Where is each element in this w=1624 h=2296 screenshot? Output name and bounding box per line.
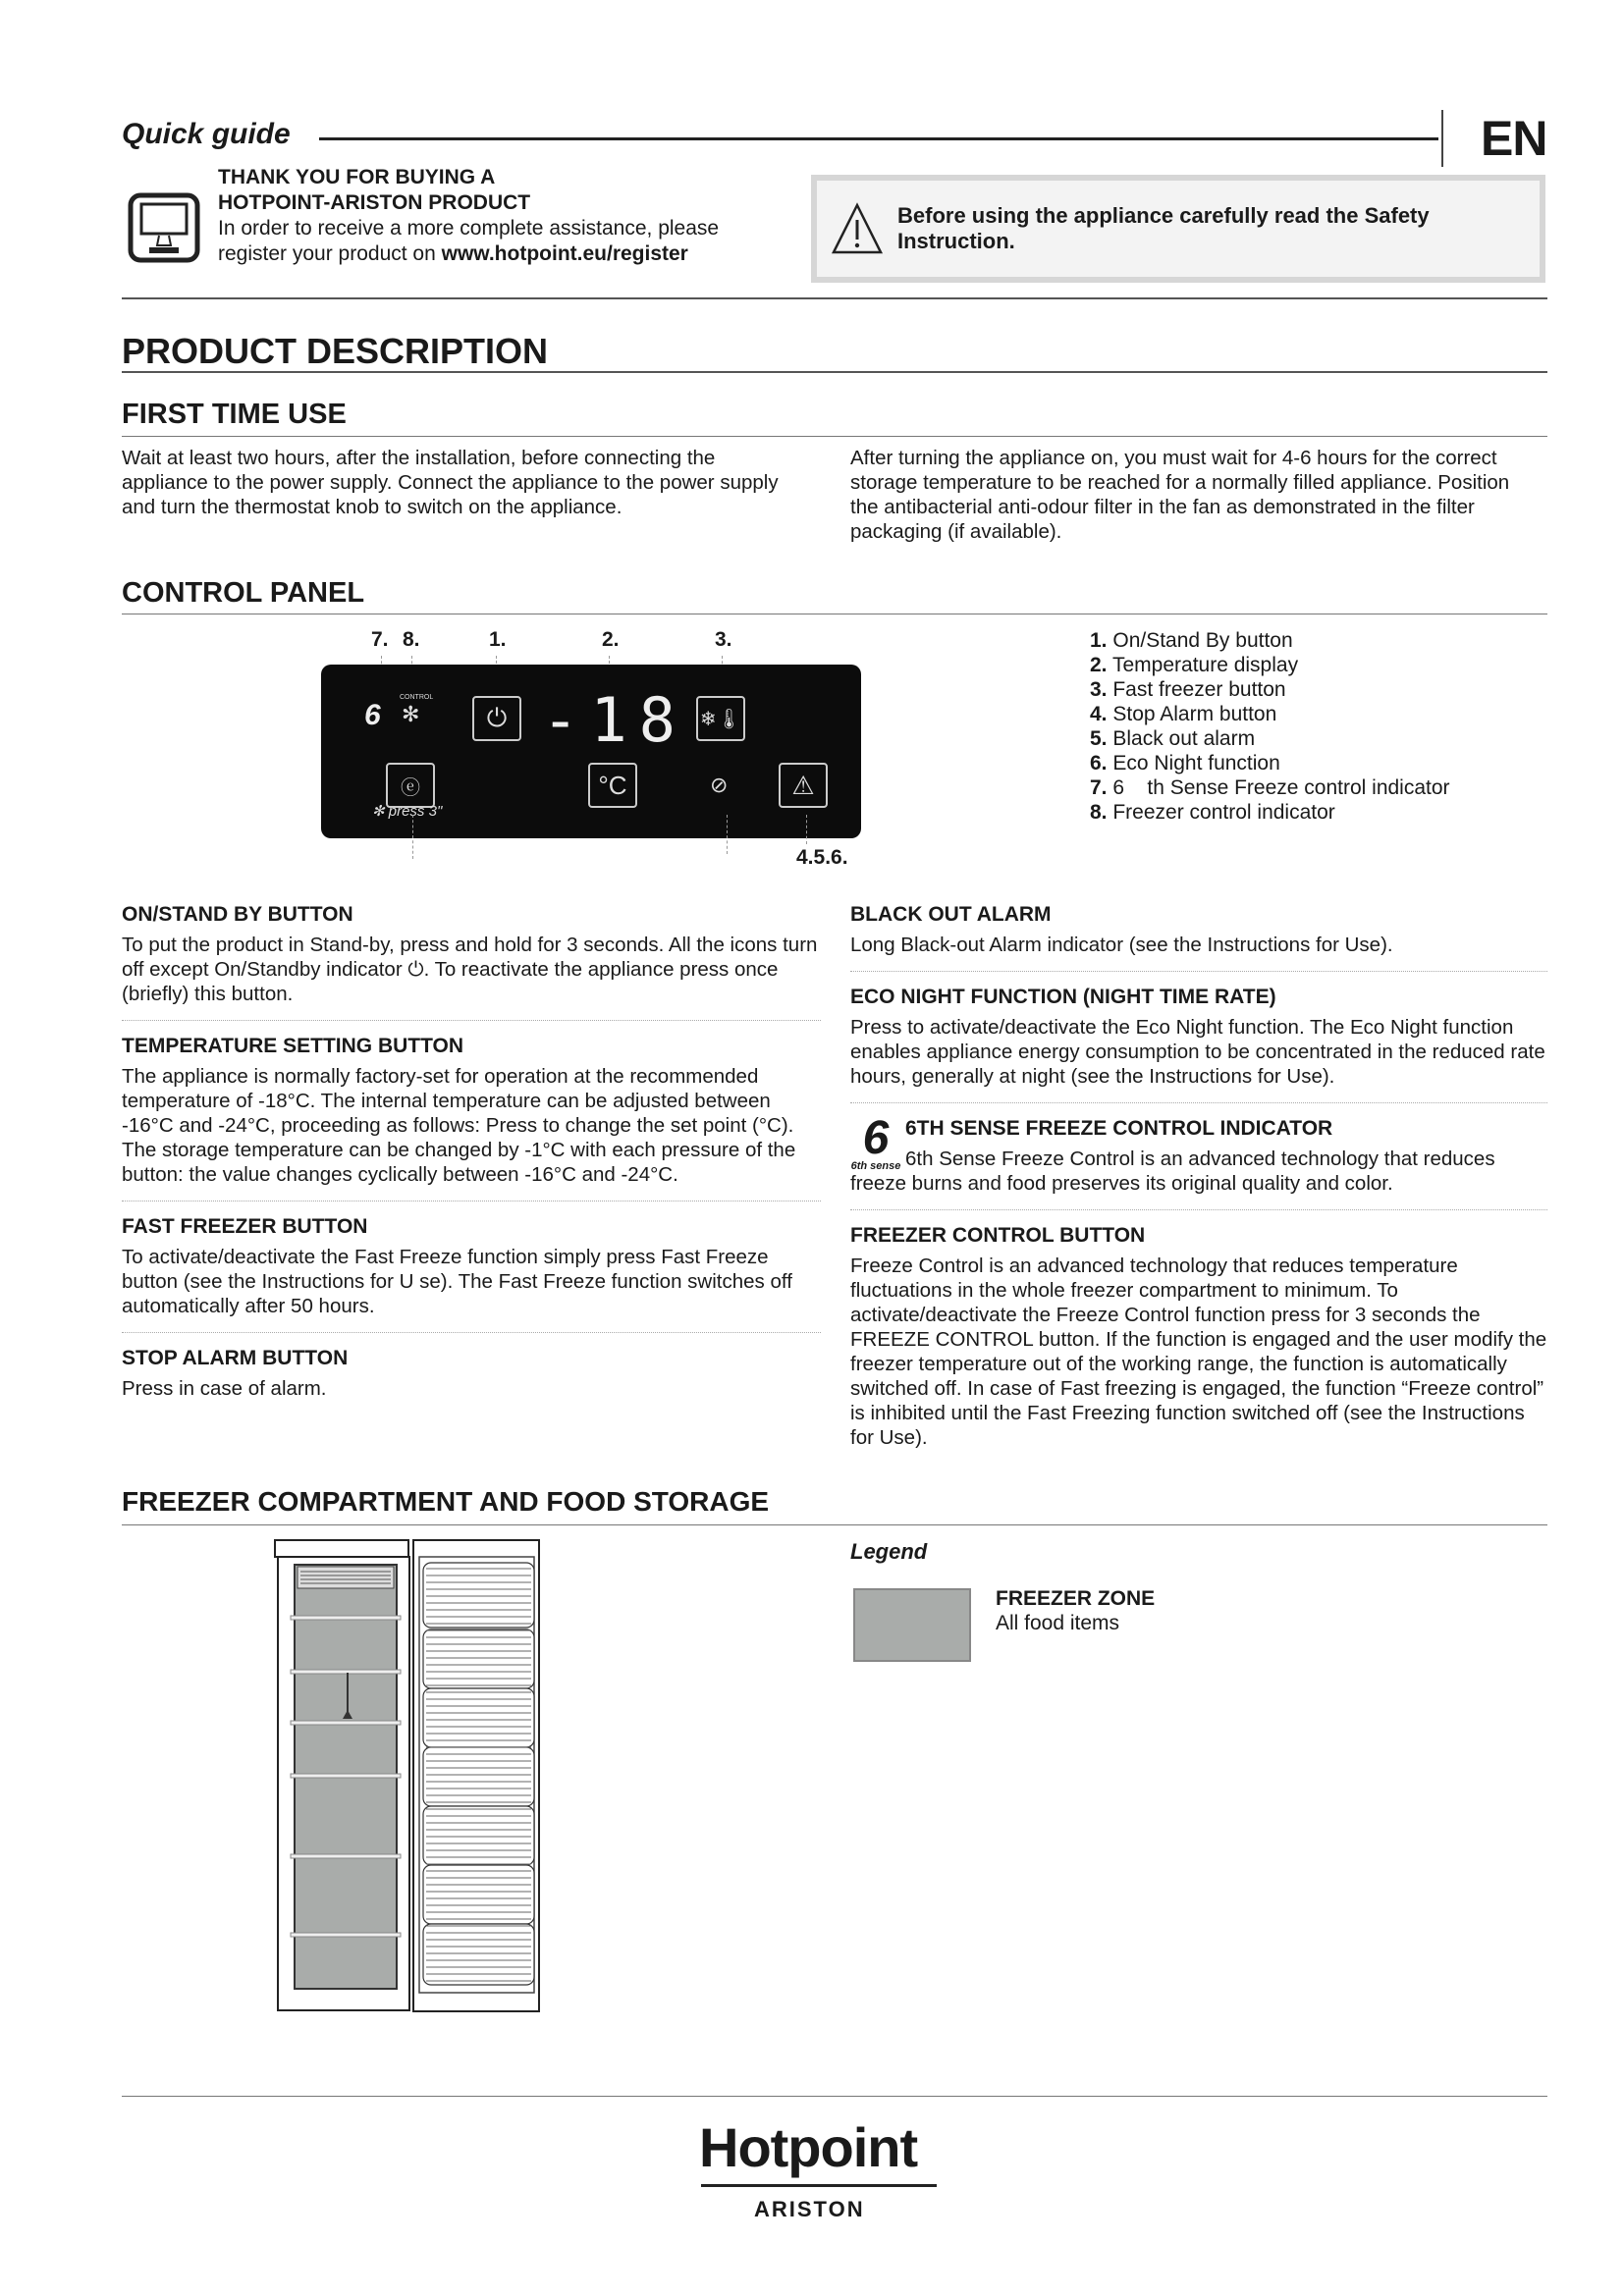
divider <box>122 371 1547 373</box>
temperature-display: -18 <box>542 684 687 756</box>
callout-8: 8. <box>403 628 420 651</box>
freezer-control-indicator: ✻ <box>402 702 420 726</box>
freezer-zone-legend <box>996 1586 1155 1635</box>
logo-rule <box>701 2184 937 2187</box>
divider <box>122 297 1547 299</box>
legend-item: 1. On/Stand By button <box>1090 629 1293 652</box>
header-rule <box>319 137 1438 140</box>
eco-icon: ⓔ <box>401 776 420 799</box>
celsius-label: °C <box>598 770 627 800</box>
control-panel-heading: CONTROL PANEL <box>122 577 365 609</box>
sixth-sense-logo-text: 6th sense <box>850 1160 901 1172</box>
section-body: Freeze Control is an advanced technology that reduces temperature fluctuations in the whole freezer compartment to minimum. To activate/deactivate the Freeze Control function press for 3 seconds the FREEZE CONTROL button. If the function is engaged and the user modify the freezer temperature out of the working range, the function is automatically switched off. In case of Fast freezing is engaged, the function “Freeze control” is inhibited until the Fast Freezing function switched off (see the Instructions for Use). <box>850 1255 1547 1449</box>
thank-you-block <box>218 165 748 267</box>
section-body: To put the product in Stand-by, press and hold for 3 seconds. All the icons turn off except On/Standby indicator ⏻. To reactivate the appliance press once (briefly) this button. <box>122 934 818 1005</box>
legend-item: 8. Freezer control indicator <box>1090 801 1335 824</box>
sixth-sense-logo: 6 6th sense <box>850 1112 901 1172</box>
thanks-body: In order to receive a more complete assistance, please register your product on <box>218 217 720 265</box>
safety-text: Before using the appliance carefully read the Safety Instruction. <box>897 203 1430 253</box>
section-blackout-alarm <box>850 903 1547 972</box>
right-sections <box>850 903 1547 1477</box>
section-body: Long Black-out Alarm indicator (see the Instructions for Use). <box>850 934 1393 956</box>
section-on-standby <box>122 903 821 1021</box>
section-title: TEMPERATURE SETTING BUTTON <box>122 1035 464 1057</box>
safety-notice <box>811 175 1545 283</box>
section-body: 6th Sense Freeze Control is an advanced technology that reduces freeze burns and food preserves its original quality and color. <box>850 1148 1495 1195</box>
left-sections <box>122 903 821 1428</box>
leader-line <box>727 815 728 854</box>
callout-3: 3. <box>715 628 732 651</box>
first-time-use-right: After turning the appliance on, you must wait for 4-6 hours for the correct storage temperature to be reached for a normally filled appliance. Position the antibacterial anti-odour filter in the fan as demonstrated in the filter packaging (if available). <box>850 447 1510 543</box>
leader-line <box>806 815 807 844</box>
first-time-use-heading: FIRST TIME USE <box>122 399 347 430</box>
fast-freezer-button[interactable] <box>696 696 745 741</box>
divider <box>122 436 1547 437</box>
legend-item: 2. Temperature display <box>1090 654 1299 676</box>
quick-guide-title: Quick guide <box>122 118 291 150</box>
section-title: BLACK OUT ALARM <box>850 903 1052 926</box>
freezer-zone-swatch <box>853 1588 971 1662</box>
legend-item: 5. Black out alarm <box>1090 727 1256 750</box>
first-time-use-left: Wait at least two hours, after the installation, before connecting the appliance to the power supply. Connect the appliance to the power supply and turn the thermostat knob to switch on the appliance. <box>122 447 779 518</box>
section-title: STOP ALARM BUTTON <box>122 1347 349 1369</box>
callout-2: 2. <box>602 628 620 651</box>
section-sixth-sense <box>850 1112 1547 1210</box>
section-title: FREEZER CONTROL BUTTON <box>850 1224 1146 1247</box>
temperature-setting-button[interactable] <box>588 763 637 808</box>
warning-icon <box>831 202 884 255</box>
control-panel-legend <box>1090 628 1450 825</box>
callout-456: 4.5.6. <box>796 846 848 869</box>
section-title: ECO NIGHT FUNCTION (NIGHT TIME RATE) <box>850 986 1276 1008</box>
legend-item: 7. 6 th Sense Freeze control indicator <box>1090 776 1450 799</box>
thanks-line2: HOTPOINT-ARISTON PRODUCT <box>218 191 531 214</box>
language-code: EN <box>1481 111 1547 166</box>
legend-title: Legend <box>850 1539 928 1564</box>
register-link[interactable]: www.hotpoint.eu/register <box>441 242 688 265</box>
stop-alarm-button[interactable] <box>779 763 828 808</box>
section-eco-night <box>850 986 1547 1103</box>
section-temperature-setting <box>122 1035 821 1201</box>
footer-divider <box>122 2096 1547 2097</box>
section-body: The appliance is normally factory-set for operation at the recommended temperature of -18°C. The internal temperature can be adjusted between -16°C and -24°C, proceeding as follows: Press to change the set point (°C). The storage temperature can be changed by -1°C with each pressure of the button: the value changes cyclically between -16°C and -24°C. <box>122 1065 796 1186</box>
freezer-illustration <box>271 1535 674 2065</box>
hotpoint-logo: Hotpoint <box>699 2116 918 2178</box>
sixth-sense-indicator: 6 <box>364 699 381 731</box>
thanks-line1: THANK YOU FOR BUYING A <box>218 166 496 188</box>
alarm-triangle-icon: ⚠ <box>791 770 815 800</box>
section-title: ON/STAND BY BUTTON <box>122 903 353 926</box>
legend-item: 3. Fast freezer button <box>1090 678 1286 701</box>
zone-title: FREEZER ZONE <box>996 1587 1156 1610</box>
section-body: Press in case of alarm. <box>122 1377 327 1400</box>
control-label: CONTROL <box>400 694 434 701</box>
section-title: FAST FREEZER BUTTON <box>122 1215 368 1238</box>
power-icon: ⏻ <box>486 703 508 732</box>
storage-heading: FREEZER COMPARTMENT AND FOOD STORAGE <box>122 1486 770 1517</box>
legend-item: 6. Eco Night function <box>1090 752 1280 774</box>
section-body: Press to activate/deactivate the Eco Night function. The Eco Night function enables appliance energy consumption to be concentrated in the reduced rate hours, generally at night (see the Instructions for Use). <box>850 1016 1545 1088</box>
divider <box>122 1524 1547 1525</box>
section-fast-freezer <box>122 1215 821 1333</box>
product-description-heading: PRODUCT DESCRIPTION <box>122 331 549 371</box>
callout-7: 7. <box>371 628 389 651</box>
header-divider <box>1441 110 1443 167</box>
ariston-logo: ARISTON <box>754 2197 865 2221</box>
legend-item: 4. Stop Alarm button <box>1090 703 1277 725</box>
section-body: To activate/deactivate the Fast Freeze function simply press Fast Freeze button (see the Instructions for U se). The Fast Freeze function switches off automatically after 50 hours. <box>122 1246 792 1317</box>
section-stop-alarm <box>122 1347 821 1415</box>
section-title: 6TH SENSE FREEZE CONTROL INDICATOR <box>905 1117 1333 1140</box>
press-hint: ✻ press 3" <box>372 803 443 820</box>
zone-description: All food items <box>996 1612 1120 1634</box>
on-standby-button[interactable] <box>472 696 521 741</box>
fast-freeze-icon: ❄🌡 <box>699 708 742 730</box>
press-3-text: press 3" <box>388 803 443 820</box>
blackout-alarm-icon: ⊘ <box>710 773 729 797</box>
leader-line <box>412 815 413 859</box>
monitor-icon <box>128 192 200 263</box>
callout-1: 1. <box>489 628 507 651</box>
section-freezer-control <box>850 1224 1547 1464</box>
control-panel-display <box>321 665 861 838</box>
